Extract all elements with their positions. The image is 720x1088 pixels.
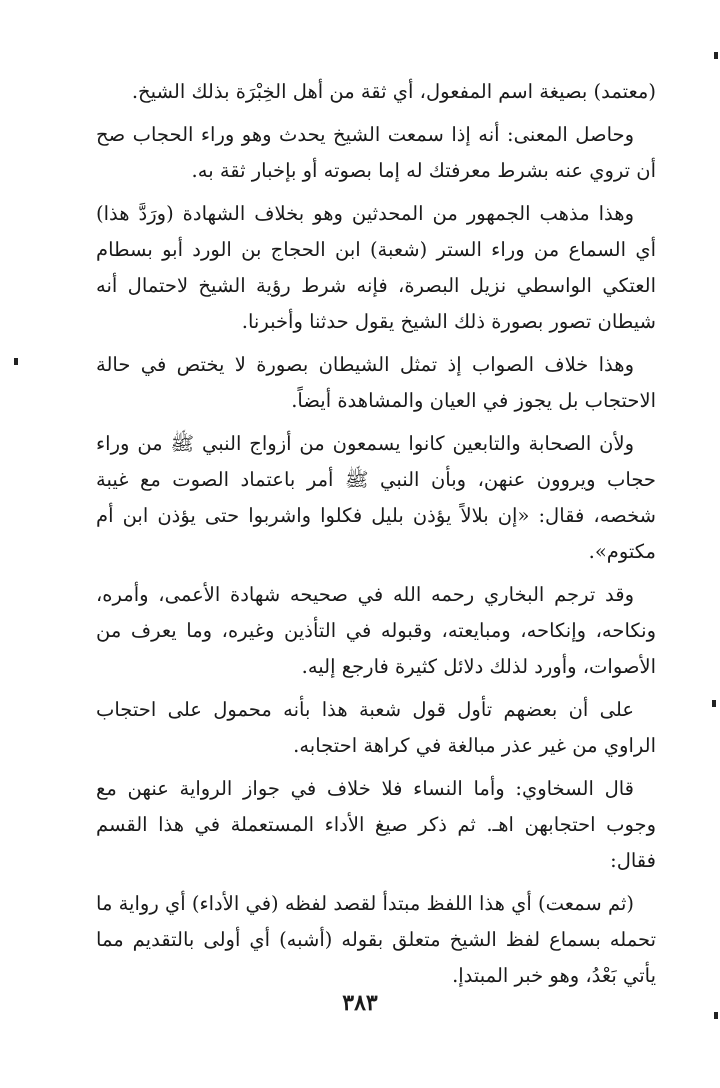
paragraph-4: وهذا خلاف الصواب إذ تمثل الشيطان بصورة لا يختص في حالة الاحتجاب بل يجوز في العيان والمشاهدة أيضاً. bbox=[96, 353, 656, 412]
paragraph-9: (ثم سمعت) أي هذا اللفظ مبتدأ لقصد لفظه (في الأداء) أي رواية ما تحمله بسماع لفظ الشيخ متعلق بقوله (أشبه) أي أولى بالتقديم مما يأتي بَعْدُ، وهو خبر المبتدإ. bbox=[96, 892, 656, 987]
paragraph-6: وقد ترجم البخاري رحمه الله في صحيحه شهادة الأعمى، وأمره، ونكاحه، وإنكاحه، ومبايعته، وقبوله في التأذين وغيره، وما يعرف من الأصوات، وأورد لذلك دلائل كثيرة فارجع إليه. bbox=[96, 583, 656, 678]
paragraph-2: وحاصل المعنى: أنه إذا سمعت الشيخ يحدث وهو وراء الحجاب صح أن تروي عنه بشرط معرفتك له إما بصوته أو بإخبار ثقة به. bbox=[96, 123, 656, 182]
paragraph-7: على أن بعضهم تأول قول شعبة هذا بأنه محمول على احتجاب الراوي من غير عذر مبالغة في كراهة احتجابه. bbox=[96, 698, 656, 757]
scan-edge-mark bbox=[14, 358, 18, 365]
page-number: ٣٨٣ bbox=[342, 990, 378, 1016]
scan-edge-mark bbox=[714, 52, 718, 59]
paragraph-1: (معتمد) بصيغة اسم المفعول، أي ثقة من أهل الخِبْرَة بذلك الشيخ. bbox=[131, 80, 656, 103]
body-text bbox=[96, 74, 656, 1001]
scan-edge-mark bbox=[714, 1012, 718, 1019]
scan-edge-mark bbox=[712, 700, 716, 707]
paragraph-8: قال السخاوي: وأما النساء فلا خلاف في جواز الرواية عنهن مع وجوب احتجابهن اهـ. ثم ذكر صيغ الأداء المستعملة في هذا القسم فقال: bbox=[96, 777, 656, 872]
paragraph-3: وهذا مذهب الجمهور من المحدثين وهو بخلاف الشهادة (ورَدَّ هذا) أي السماع من وراء الستر (شعبة) ابن الحجاج بن الورد أبو بسطام العتكي الواسطي نزيل البصرة، فإنه شرط رؤية الشيخ لاحتمال أنه شيطان تصور بصورة ذلك الشيخ يقول حدثنا وأخبرنا. bbox=[96, 202, 656, 333]
paragraph-5: ولأن الصحابة والتابعين كانوا يسمعون من أزواج النبي ﷺ من وراء حجاب ويروون عنهن، وبأن النبي ﷺ أمر باعتماد الصوت مع غيبة شخصه، فقال: «إن بلالاً يؤذن بليل فكلوا واشربوا حتى يؤذن ابن أم مكتوم». bbox=[96, 432, 656, 563]
